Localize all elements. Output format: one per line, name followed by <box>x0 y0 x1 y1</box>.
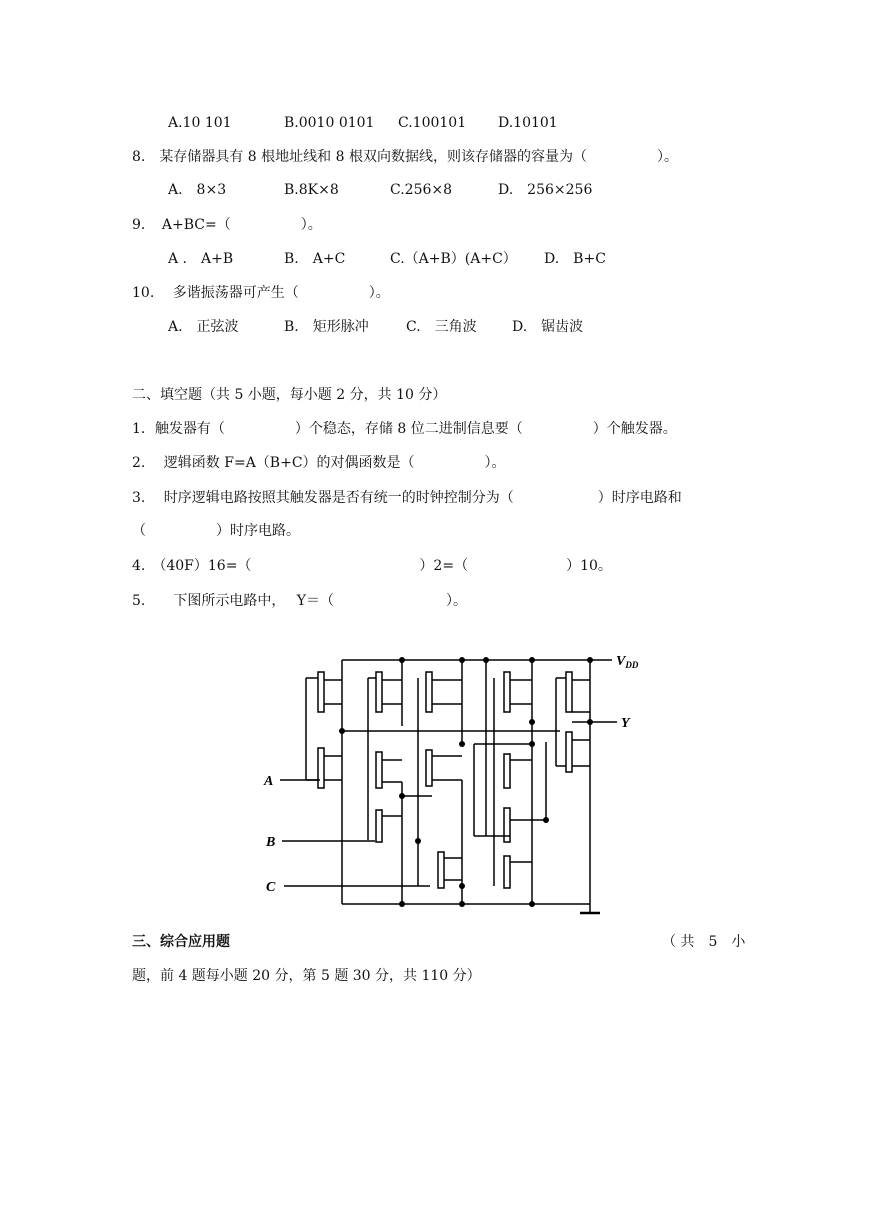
input-b-label: B <box>266 835 276 850</box>
q10-stem: 10. 多谐振荡器可产生（ ）。 <box>132 285 390 301</box>
q8-option-c: C.256×8 <box>390 182 453 198</box>
s2-question-2: 2. 逻辑函数 F=A（B+C）的对偶函数是（ ）。 <box>132 455 506 471</box>
q8-stem: 8. 某存储器具有 8 根地址线和 8 根双向数据线，则该存储器的容量为（ ）。 <box>132 149 678 165</box>
q8-option-a: A. 8×3 <box>168 182 227 198</box>
transistor-group-1 <box>306 660 560 904</box>
q8-option-b: B.8K×8 <box>284 182 339 198</box>
cmos-circuit-diagram <box>258 645 648 925</box>
q7-option-c: C.100101 <box>398 115 467 131</box>
q9-option-d: D. B+C <box>544 251 606 267</box>
vdd-label: $V_{DD}$ <box>616 654 639 670</box>
q9-option-a: A . A+B <box>168 251 234 267</box>
input-c-label: C <box>266 880 276 895</box>
output-y-label: Y <box>621 716 630 731</box>
s2-question-1: 1．触发器有（ ）个稳态，存储 8 位二进制信息要（ ）个触发器。 <box>132 421 677 437</box>
q9-option-b: B. A+C <box>284 251 346 267</box>
q10-option-a: A. 正弦波 <box>168 319 239 335</box>
q10-option-b: B. 矩形脉冲 <box>284 319 369 335</box>
q8-option-d: D. 256×256 <box>498 182 593 198</box>
s2-question-3-cont: （ ）时序电路。 <box>132 523 300 539</box>
transistor-group-4 <box>474 660 546 904</box>
q9-stem: 9． A+BC=（ ）。 <box>132 217 322 233</box>
section3-note: 题，前 4 题每小题 20 分，第 5 题 30 分，共 110 分） <box>132 968 481 984</box>
q9-option-c: C.（A+B）(A+C） <box>390 251 517 267</box>
output-inverter <box>556 660 590 904</box>
section3-title: 三、综合应用题 <box>132 934 230 950</box>
input-a-label: A <box>264 774 274 789</box>
section3-note-right: （ 共 5 小 <box>662 934 746 950</box>
q10-option-c: C. 三角波 <box>406 319 477 335</box>
s2-question-3: 3. 时序逻辑电路按照其触发器是否有统一的时钟控制分为（ ）时序电路和 <box>132 490 682 506</box>
q7-option-d: D.10101 <box>498 115 558 131</box>
q7-option-a: A.10 101 <box>168 115 232 131</box>
q10-option-d: D. 锯齿波 <box>512 319 584 335</box>
junction-dots <box>339 657 593 907</box>
transistor-group-3 <box>402 660 462 904</box>
section2-title: 二、填空题（共 5 小题，每小题 2 分，共 10 分） <box>132 387 447 403</box>
s2-question-5: 5. 下图所示电路中， Y＝（ ）。 <box>132 593 468 609</box>
q7-option-b: B.0010 0101 <box>284 115 375 131</box>
s2-question-4: 4. （40F）16=（ ）2=（ ）10。 <box>132 558 612 574</box>
transistor-group-2 <box>368 660 402 904</box>
